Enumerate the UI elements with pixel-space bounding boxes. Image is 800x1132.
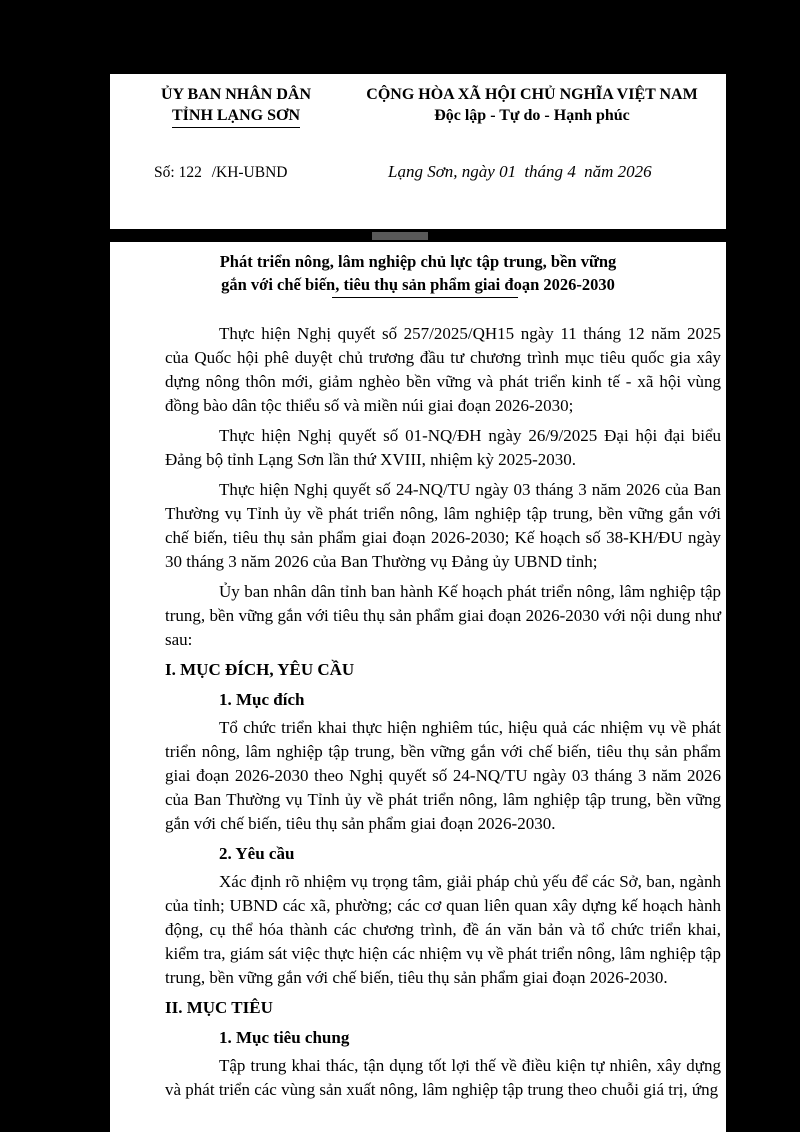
date-place: Lạng Sơn, ngày (388, 162, 495, 181)
title-line2: gắn với chế biến, tiêu thụ sản phẩm giai đoạn 2026-2030 (221, 275, 615, 294)
redacted-heading (372, 232, 428, 240)
document-page (110, 74, 726, 1132)
general-objective-text: Tập trung khai thác, tận dụng tốt lợi thế về điều kiện tự nhiên, xây dựng và phát triển các vùng sản xuất nông, lâm nghiệp tập trung theo chuỗi giá trị, ứng (165, 1056, 721, 1099)
title-underline (332, 297, 518, 298)
document-date (388, 162, 652, 182)
date-year: năm 2026 (584, 162, 652, 181)
date-month-label: tháng (524, 162, 564, 181)
agency-line1: ỦY BAN NHÂN DÂN (160, 86, 312, 103)
nation-name: CỘNG HÒA XÃ HỘI CHỦ NGHĨA VIỆT NAM (366, 86, 698, 103)
doc-number-prefix: Số: (154, 164, 175, 181)
scan-redaction-bar (110, 229, 726, 242)
subsection-heading-general-objective: 1. Mục tiêu chung (219, 1028, 350, 1047)
document-number (154, 164, 287, 182)
motto: Độc lập - Tự do - Hạnh phúc (434, 107, 630, 124)
national-motto (344, 84, 720, 126)
paragraph-2: Thực hiện Nghị quyết số 01-NQ/ĐH ngày 26/9/2025 Đại hội đại biểu Đảng bộ tỉnh Lạng Sơn lần thứ XVIII, nhiệm kỳ 2025-2030. (165, 426, 721, 469)
issuing-agency (138, 84, 334, 128)
requirements-text: Xác định rõ nhiệm vụ trọng tâm, giải pháp chủ yếu để các Sở, ban, ngành của tỉnh; UBND các xã, phường; các cơ quan liên quan xây dựng kế hoạch hành động, cụ thể hóa thành các chương trình, đề án văn bản và tổ chức triển khai, kiểm tra, giám sát việc thực hiện các nhiệm vụ về phát triển nông, lâm nghiệp tập trung, bền vững gắn với chế biến, tiêu thụ sản phẩm giai đoạn 2026-2030. (165, 872, 721, 987)
subsection-heading-requirements: 2. Yêu cầu (219, 844, 295, 863)
section-heading-1: I. MỤC ĐÍCH, YÊU CẦU (165, 660, 355, 679)
purpose-text: Tổ chức triển khai thực hiện nghiêm túc, hiệu quả các nhiệm vụ về phát triển nông, lâm nghiệp tập trung, bền vững gắn với chế biến, tiêu thụ sản phẩm giai đoạn 2026-2030 theo Nghị quyết số 24-NQ/TU ngày 03 tháng 3 năm 2026 của Ban Thường vụ Tỉnh ủy về phát triển nông, lâm nghiệp tập trung, bền vững gắn với chế biến, tiêu thụ sản phẩm giai đoạn 2026-2030. (165, 718, 721, 833)
title-line1: Phát triển nông, lâm nghiệp chủ lực tập trung, bền vững (219, 252, 617, 271)
subsection-heading-purpose: 1. Mục đích (219, 690, 305, 709)
doc-number: 122 (178, 164, 202, 181)
agency-line2: TỈNH LẠNG SƠN (172, 105, 300, 128)
paragraph-4: Ủy ban nhân dân tỉnh ban hành Kế hoạch phát triển nông, lâm nghiệp tập trung, bền vững gắn với tiêu thụ sản phẩm giai đoạn 2026-2030 với nội dung như sau: (165, 582, 721, 649)
document-title (110, 250, 726, 296)
document-body (165, 322, 721, 1108)
date-month: 4 (567, 162, 576, 181)
date-day: 01 (499, 162, 517, 181)
doc-code: /KH-UBND (211, 164, 288, 181)
paragraph-3: Thực hiện Nghị quyết số 24-NQ/TU ngày 03 tháng 3 năm 2026 của Ban Thường vụ Tỉnh ủy về phát triển nông, lâm nghiệp tập trung, bền vững gắn với chế biến, tiêu thụ sản phẩm giai đoạn 2026-2030; Kế hoạch số 38-KH/ĐU ngày 30 tháng 3 năm 2026 của Ban Thường vụ Đảng ủy UBND tỉnh; (165, 480, 721, 571)
paragraph-1: Thực hiện Nghị quyết số 257/2025/QH15 ngày 11 tháng 12 năm 2025 của Quốc hội phê duyệt chủ trương đầu tư chương trình mục tiêu quốc gia xây dựng nông thôn mới, giảm nghèo bền vững và phát triển kinh tế - xã hội vùng đồng bào dân tộc thiểu số và miền núi giai đoạn 2026-2030; (165, 324, 721, 415)
section-heading-2: II. MỤC TIÊU (165, 998, 273, 1017)
